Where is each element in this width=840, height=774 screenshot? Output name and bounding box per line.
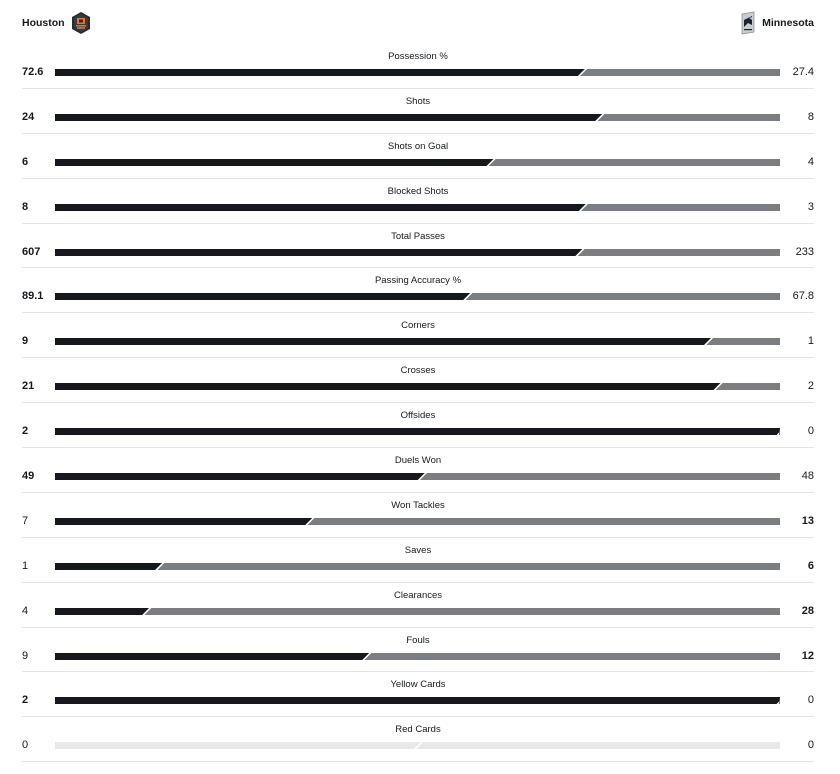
home-stat-value: 4 (22, 604, 29, 617)
home-bar-segment (55, 473, 425, 480)
home-stat-value: 2 (22, 694, 29, 707)
home-stat-value: 8 (22, 200, 29, 213)
home-bar-segment (55, 249, 582, 256)
stat-label: Yellow Cards (390, 679, 446, 691)
stat-comparison-bar (55, 697, 780, 704)
home-stat-value: 24 (22, 110, 35, 123)
home-bar-segment (55, 69, 585, 76)
away-bar-segment (706, 338, 780, 345)
home-bar-segment (55, 383, 720, 390)
stat-label: Offsides (400, 410, 436, 422)
away-stat-value: 0 (807, 739, 814, 752)
stat-label: Fouls (406, 634, 430, 646)
minnesota-united-crest-icon (740, 11, 756, 35)
houston-dynamo-crest-icon (71, 11, 91, 35)
away-bar-segment (420, 473, 780, 480)
stat-label: Shots on Goal (387, 140, 449, 152)
stat-label: Corners (401, 320, 435, 332)
stat-comparison-bar (55, 249, 780, 256)
stat-label: Possession % (388, 51, 448, 62)
stat-label: Blocked Shots (387, 185, 449, 197)
home-stat-value: 6 (22, 155, 29, 168)
away-bar-segment (307, 518, 780, 525)
match-header (22, 10, 814, 36)
away-bar-segment (597, 114, 780, 121)
home-stat-value: 2 (22, 425, 29, 438)
away-stat-value: 6 (807, 559, 814, 572)
away-stat-value: 28 (801, 604, 814, 617)
stat-label: Passing Accuracy % (374, 275, 462, 287)
home-bar-segment (55, 742, 421, 749)
stat-row (22, 628, 814, 673)
stat-row (22, 224, 814, 269)
stat-row (22, 313, 814, 358)
home-stat-value: 72.6 (22, 66, 44, 78)
stat-label: Shots (405, 95, 431, 107)
away-stat-value: 0 (807, 694, 814, 707)
home-bar-segment (55, 653, 369, 660)
stat-comparison-bar (55, 69, 780, 76)
away-bar-segment (581, 204, 780, 211)
home-bar-segment (55, 608, 149, 615)
home-team-name: Houston (22, 17, 65, 29)
stat-comparison-bar (55, 518, 780, 525)
stat-row (22, 134, 814, 179)
home-stat-value: 49 (22, 470, 35, 483)
away-stat-value: 27.4 (792, 66, 814, 78)
away-bar-segment (416, 742, 780, 749)
away-bar-segment (489, 159, 780, 166)
stat-label: Duels Won (394, 455, 442, 467)
stat-comparison-bar (55, 473, 780, 480)
stat-row (22, 268, 814, 313)
stat-comparison-bar (55, 114, 780, 121)
stat-comparison-bar (55, 653, 780, 660)
stat-row (22, 538, 814, 583)
stat-row (22, 448, 814, 493)
home-stat-value: 9 (22, 649, 29, 662)
stat-row (22, 44, 814, 89)
away-team[interactable] (740, 10, 814, 36)
home-bar-segment (55, 293, 470, 300)
home-bar-segment (55, 204, 586, 211)
stat-row (22, 493, 814, 538)
home-bar-segment (55, 114, 602, 121)
away-stat-value: 12 (801, 649, 814, 662)
away-stat-value: 3 (807, 200, 814, 213)
home-stat-value: 607 (22, 245, 41, 258)
away-bar-segment (364, 653, 780, 660)
away-stat-value: 48 (801, 470, 814, 483)
away-bar-segment (465, 293, 780, 300)
away-stat-value: 233 (795, 245, 814, 258)
team-stats-list (22, 44, 814, 762)
stat-row (22, 583, 814, 628)
stat-label: Won Tackles (391, 499, 445, 511)
away-bar-segment (580, 69, 780, 76)
stat-comparison-bar (55, 428, 780, 435)
stat-label: Red Cards (395, 724, 441, 736)
away-stat-value: 1 (807, 335, 814, 348)
home-bar-segment (55, 159, 494, 166)
away-stat-value: 0 (807, 425, 814, 438)
stat-comparison-bar (55, 159, 780, 166)
home-bar-segment (55, 428, 780, 435)
stat-comparison-bar (55, 204, 780, 211)
stat-label: Total Passes (391, 230, 445, 242)
stat-comparison-bar (55, 563, 780, 570)
stat-comparison-bar (55, 293, 780, 300)
stat-comparison-bar (55, 742, 780, 749)
stat-row (22, 358, 814, 403)
stat-label: Saves (404, 544, 432, 556)
home-stat-value: 21 (22, 380, 35, 393)
away-bar-segment (716, 383, 780, 390)
away-stat-value: 8 (807, 110, 814, 123)
home-bar-segment (55, 518, 312, 525)
home-stat-value: 9 (22, 335, 29, 348)
home-stat-value: 89.1 (22, 290, 44, 303)
stat-row (22, 89, 814, 134)
stat-row (22, 717, 814, 762)
away-stat-value: 4 (807, 155, 814, 168)
stat-comparison-bar (55, 338, 780, 345)
stat-label: Crosses (400, 365, 436, 377)
stat-row (22, 672, 814, 717)
stat-label: Clearances (393, 589, 443, 601)
away-bar-segment (144, 608, 780, 615)
home-stat-value: 0 (22, 739, 29, 752)
away-bar-segment (157, 563, 780, 570)
stat-comparison-bar (55, 608, 780, 615)
home-stat-value: 7 (22, 514, 29, 527)
away-stat-value: 2 (807, 380, 814, 393)
home-bar-segment (55, 563, 162, 570)
away-stat-value: 67.8 (792, 290, 814, 303)
home-stat-value: 1 (22, 559, 29, 572)
away-bar-segment (578, 249, 780, 256)
stat-row (22, 179, 814, 224)
home-team[interactable] (22, 10, 91, 36)
stat-comparison-bar (55, 383, 780, 390)
away-team-name: Minnesota (762, 17, 814, 29)
home-bar-segment (55, 697, 780, 704)
away-stat-value: 13 (801, 514, 814, 527)
stat-row (22, 403, 814, 448)
home-bar-segment (55, 338, 711, 345)
